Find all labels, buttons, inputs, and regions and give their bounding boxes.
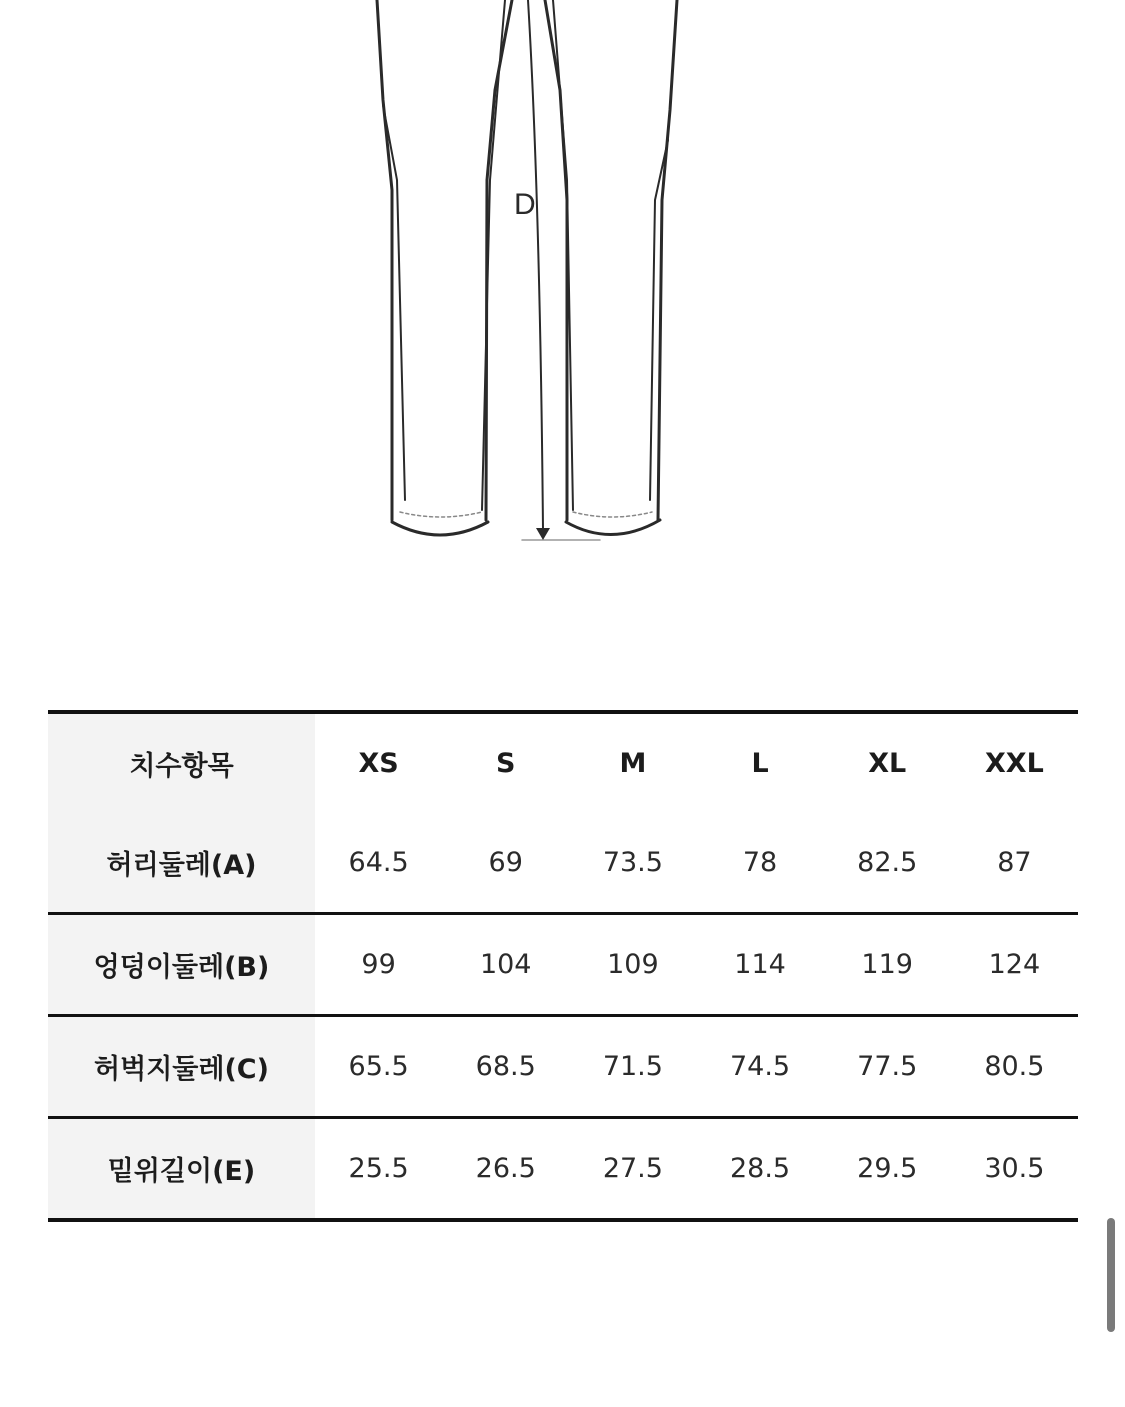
table-row-waist <box>48 813 1078 914</box>
right-leg-inner-seam <box>553 0 573 510</box>
table-row-rise <box>48 1118 1078 1221</box>
size-xxl-header: XXL <box>984 748 1044 779</box>
pants-diagram <box>0 0 1125 600</box>
size-s-header: S <box>496 748 516 779</box>
left-leg-hem-stitch <box>400 512 482 517</box>
table-cell: 71.5 <box>569 1016 696 1118</box>
right-leg-hem-stitch <box>573 512 652 517</box>
right-leg-hem <box>566 520 660 535</box>
table-cell: 109 <box>569 914 696 1016</box>
header-label-cell: 치수항목 <box>48 712 315 813</box>
table-cell: 82.5 <box>824 813 951 914</box>
table-cell: 124 <box>951 914 1078 1016</box>
measure-arrow-head <box>536 528 550 540</box>
size-header-row <box>48 712 1078 813</box>
table-cell: 64.5 <box>315 813 442 914</box>
size-m-header: M <box>619 748 647 779</box>
right-leg-inner-line <box>545 0 567 520</box>
table-cell: 29.5 <box>857 1153 918 1184</box>
size-chart-table <box>48 710 1078 1222</box>
table-cell: 104 <box>442 914 569 1016</box>
row-label-rise: 밑위길이(E) <box>48 1118 315 1221</box>
size-l-header: L <box>751 748 769 779</box>
size-xl-header: XL <box>868 748 907 779</box>
row-label-thigh: 허벅지둘레(C) <box>48 1016 315 1118</box>
table-cell: 65.5 <box>315 1016 442 1118</box>
table-cell: 73.5 <box>569 813 696 914</box>
table-row-thigh <box>48 1016 1078 1118</box>
measure-line-d <box>528 0 543 530</box>
table-cell: 26.5 <box>475 1153 536 1184</box>
left-leg-outer-seam <box>383 105 405 500</box>
scrollbar-thumb[interactable] <box>1107 1218 1115 1332</box>
table-row-hip <box>48 914 1078 1016</box>
left-leg-hem <box>392 522 488 535</box>
table-cell: 25.5 <box>348 1153 409 1184</box>
table-cell: 99 <box>315 914 442 1016</box>
table-cell: 74.5 <box>696 1016 823 1118</box>
table-cell: 80.5 <box>951 1016 1078 1118</box>
table-cell: 27.5 <box>602 1153 663 1184</box>
table-cell: 69 <box>442 813 569 914</box>
table-cell: 77.5 <box>824 1016 951 1118</box>
table-cell: 119 <box>824 914 951 1016</box>
table-cell: 114 <box>696 914 823 1016</box>
left-leg-outer-line <box>377 0 392 520</box>
table-cell: 28.5 <box>729 1153 791 1184</box>
table-cell: 87 <box>951 813 1078 914</box>
row-label-hip: 엉덩이둘레(B) <box>48 914 315 1016</box>
right-leg-outer-line <box>658 0 677 520</box>
row-label-waist: 허리둘레(A) <box>48 813 315 914</box>
table-cell: 30.5 <box>984 1153 1045 1184</box>
table-cell: 78 <box>696 813 823 914</box>
table-cell: 68.5 <box>442 1016 569 1118</box>
measure-label-d: D <box>514 188 536 221</box>
size-xs-header: XS <box>358 748 399 779</box>
